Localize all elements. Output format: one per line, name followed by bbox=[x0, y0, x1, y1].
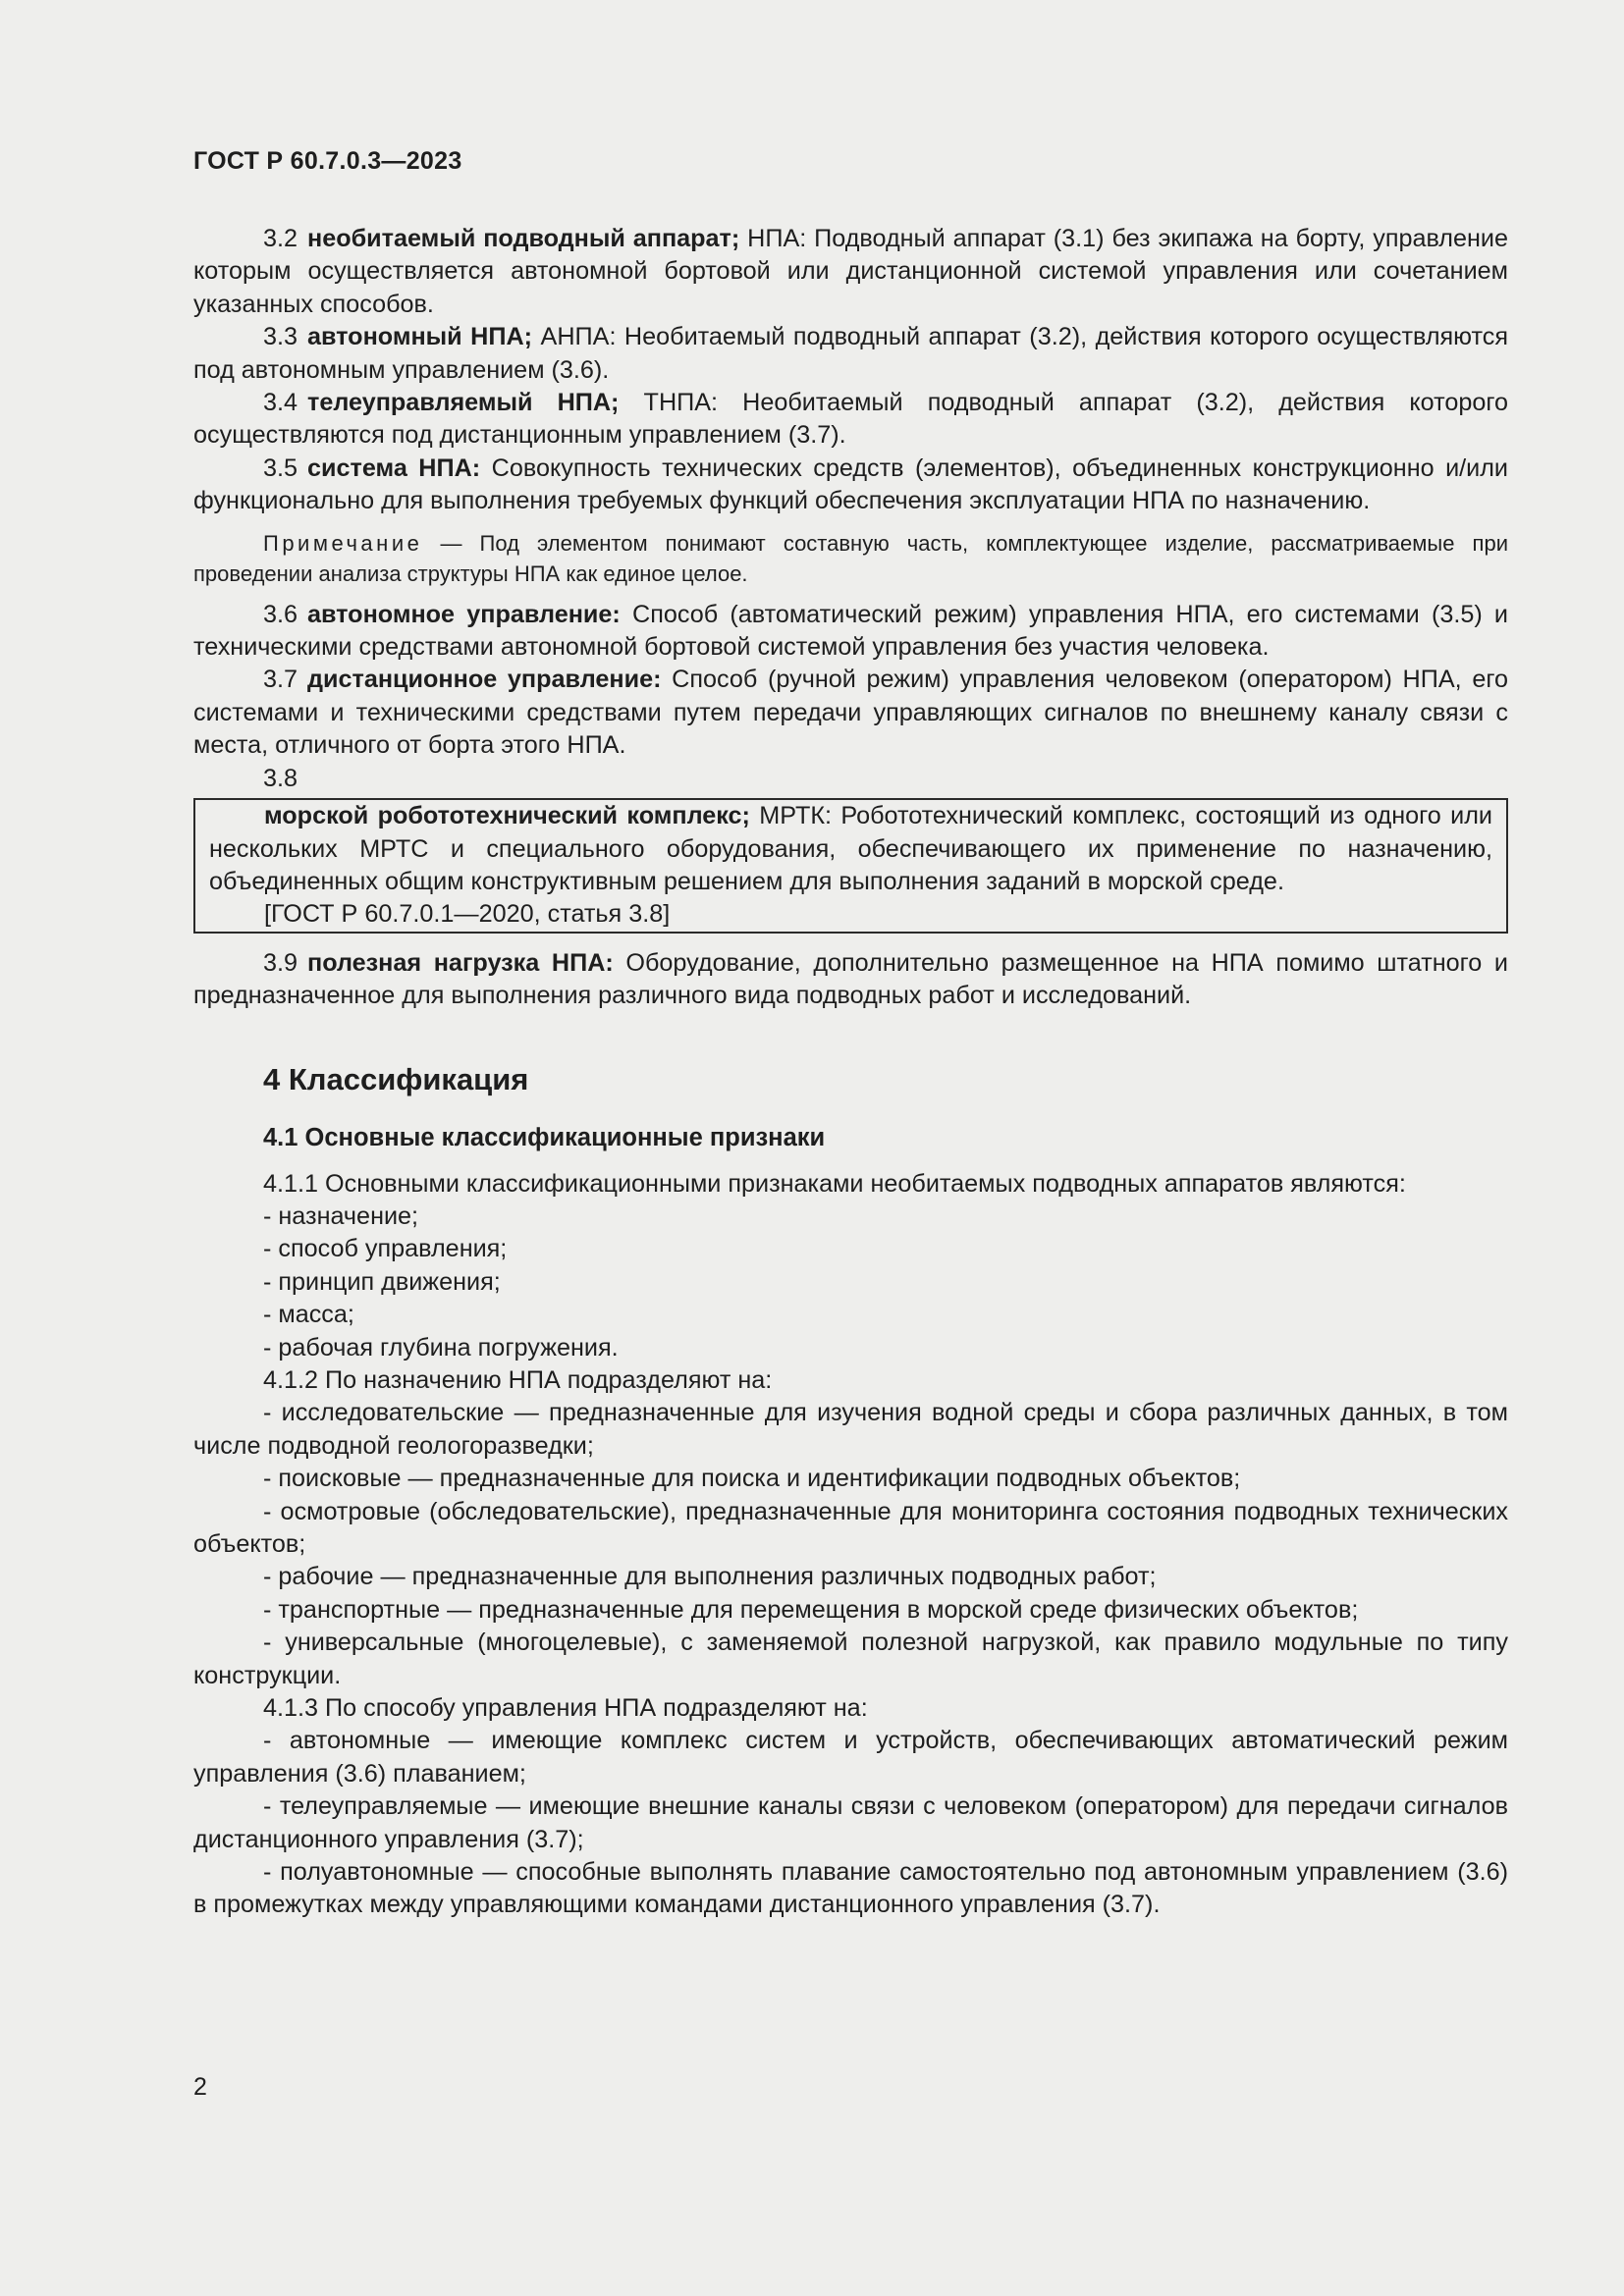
list-item: - телеуправляемые — имеющие внешние каналы связи с человеком (оператором) для передачи сигналов дистанционного управления (3.7); bbox=[193, 1792, 1508, 1853]
term-definition: Способ (автоматический режим) управления НПА, его системами (3.5) и техническими средствами автономной бортовой системой управления без участия человека. bbox=[193, 600, 1509, 662]
list-item: - универсальные (многоцелевые), с заменяемой полезной нагрузкой, как правило модульные по типу конструкции. bbox=[193, 1629, 1508, 1689]
term-name: дистанционное управление: bbox=[307, 666, 662, 694]
note-label: Примечание bbox=[263, 530, 423, 556]
document-body bbox=[193, 223, 1508, 1922]
term-3-8-box bbox=[193, 798, 1508, 934]
term-3-2: 3.2 необитаемый подводный аппарат; НПА: Подводный аппарат (3.1) без экипажа на борту, управление которым осуществляется автономной бортовой или дистанционной системой управления или сочетанием указанных способов. bbox=[193, 225, 1508, 318]
list-item: - принцип движения; bbox=[263, 1267, 501, 1296]
term-definition: МРТК: Робототехнический комплекс, состоящий из одного или нескольких МРТС и специального оборудования, обеспечивающего их применение по назначению, объединенных общим конструктивным решением для выполнения заданий в морской среде. bbox=[209, 802, 1492, 895]
term-definition: НПА: Подводный аппарат (3.1) без экипажа на борту, управление которым осуществляется автономной бортовой или дистанционной системой управления или сочетанием указанных способов. bbox=[193, 225, 1508, 318]
note bbox=[193, 528, 1508, 589]
list-item: - рабочая глубина погружения. bbox=[263, 1333, 619, 1362]
subsection-heading: 4.1 Основные классификационные признаки bbox=[263, 1123, 826, 1151]
list-item: - осмотровые (обследовательские), предназначенные для мониторинга состояния подводных технических объектов; bbox=[193, 1497, 1508, 1558]
list-item: - назначение; bbox=[263, 1201, 419, 1230]
term-name: полезная нагрузка НПА: bbox=[307, 948, 614, 977]
list-item: - исследовательские — предназначенные для изучения водной среды и сбора различных данных, в том числе подводной геологоразведки; bbox=[193, 1399, 1508, 1460]
list-item: - транспортные — предназначенные для перемещения в морской среде физических объектов; bbox=[263, 1595, 1359, 1624]
document-header: ГОСТ Р 60.7.0.3—2023 bbox=[193, 147, 462, 175]
term-3-6: 3.6 автономное управление: Способ (автоматический режим) управления НПА, его системами (3.5) и техническими средствами автономной бортовой системой управления без участия человека. bbox=[193, 600, 1509, 662]
term-name: необитаемый подводный аппарат; bbox=[307, 225, 740, 252]
term-definition: Оборудование, дополнительно размещенное на НПА помимо штатного и предназначенное для выполнения различного вида подводных работ и исследований. bbox=[193, 948, 1508, 1010]
list-item: - поисковые — предназначенные для поиска и идентификации подводных объектов; bbox=[263, 1465, 1241, 1493]
list-item: - масса; bbox=[263, 1301, 354, 1329]
term-3-5: 3.5 система НПА: Совокупность технических средств (элементов), объединенных конструкционно и/или функционально для выполнения требуемых функций обеспечения эксплуатации НПА по назначению. bbox=[193, 454, 1508, 515]
term-name: автономный НПА; bbox=[307, 323, 533, 351]
term-name: телеуправляемый НПА; bbox=[307, 389, 620, 417]
term-definition: ТНПА: Необитаемый подводный аппарат (3.2), действия которого осуществляются под дистанционным управлением (3.7). bbox=[193, 389, 1508, 450]
term-name: система НПА: bbox=[307, 454, 481, 482]
term-3-9: 3.9 полезная нагрузка НПА: Оборудование, дополнительно размещенное на НПА помимо штатного и предназначенное для выполнения различного вида подводных работ и исследований. bbox=[193, 948, 1508, 1010]
term-name: морской робототехнический комплекс; bbox=[264, 802, 750, 830]
term-3-8-number: 3.8 bbox=[263, 764, 298, 792]
section-heading: 4 Классификация bbox=[263, 1061, 529, 1096]
term-3-8-reference: [ГОСТ Р 60.7.0.1—2020, статья 3.8] bbox=[264, 900, 671, 929]
page-number: 2 bbox=[193, 2073, 207, 2101]
term-3-3: 3.3 автономный НПА; АНПА: Необитаемый подводный аппарат (3.2), действия которого осуществляются под автономным управлением (3.6). bbox=[193, 323, 1508, 384]
note-text: — Под элементом понимают составную часть, комплектующее изделие, рассматриваемые при проведении анализа структуры НПА как единое целое. bbox=[193, 530, 1508, 586]
paragraph-4-1-3: 4.1.3 По способу управления НПА подразделяют на: bbox=[263, 1694, 868, 1723]
list-item: - автономные — имеющие комплекс систем и устройств, обеспечивающих автоматический режим управления (3.6) плаванием; bbox=[193, 1727, 1508, 1788]
term-3-7: 3.7 дистанционное управление: Способ (ручной режим) управления человеком (оператором) НПА, его системами и техническими средствами путем передачи управляющих сигналов по внешнему каналу связи с места, отличного от борта этого НПА. bbox=[193, 666, 1509, 760]
paragraph-4-1-1: 4.1.1 Основными классификационными признаками необитаемых подводных аппаратов являются: bbox=[263, 1169, 1406, 1198]
list-item: - способ управления; bbox=[263, 1235, 508, 1263]
list-item: - полуавтономные — способные выполнять плавание самостоятельно под автономным управлением (3.6) в промежутках между управляющими командами дистанционного управления (3.7). bbox=[193, 1858, 1508, 1919]
term-name: автономное управление: bbox=[307, 600, 621, 628]
term-3-8 bbox=[209, 800, 1492, 898]
paragraph-4-1-2: 4.1.2 По назначению НПА подразделяют на: bbox=[263, 1365, 773, 1394]
list-item: - рабочие — предназначенные для выполнения различных подводных работ; bbox=[263, 1563, 1157, 1591]
term-definition: Способ (ручной режим) управления человеком (оператором) НПА, его системами и техническими средствами путем передачи управляющих сигналов по внешнему каналу связи с места, отличного от борта этого НПА. bbox=[193, 666, 1509, 760]
term-3-4: 3.4 телеуправляемый НПА; ТНПА: Необитаемый подводный аппарат (3.2), действия которого осуществляются под дистанционным управлением (3.7). bbox=[193, 389, 1508, 450]
term-definition: АНПА: Необитаемый подводный аппарат (3.2), действия которого осуществляются под автономным управлением (3.6). bbox=[193, 323, 1508, 384]
term-definition: Совокупность технических средств (элементов), объединенных конструкционно и/или функционально для выполнения требуемых функций обеспечения эксплуатации НПА по назначению. bbox=[193, 454, 1508, 515]
